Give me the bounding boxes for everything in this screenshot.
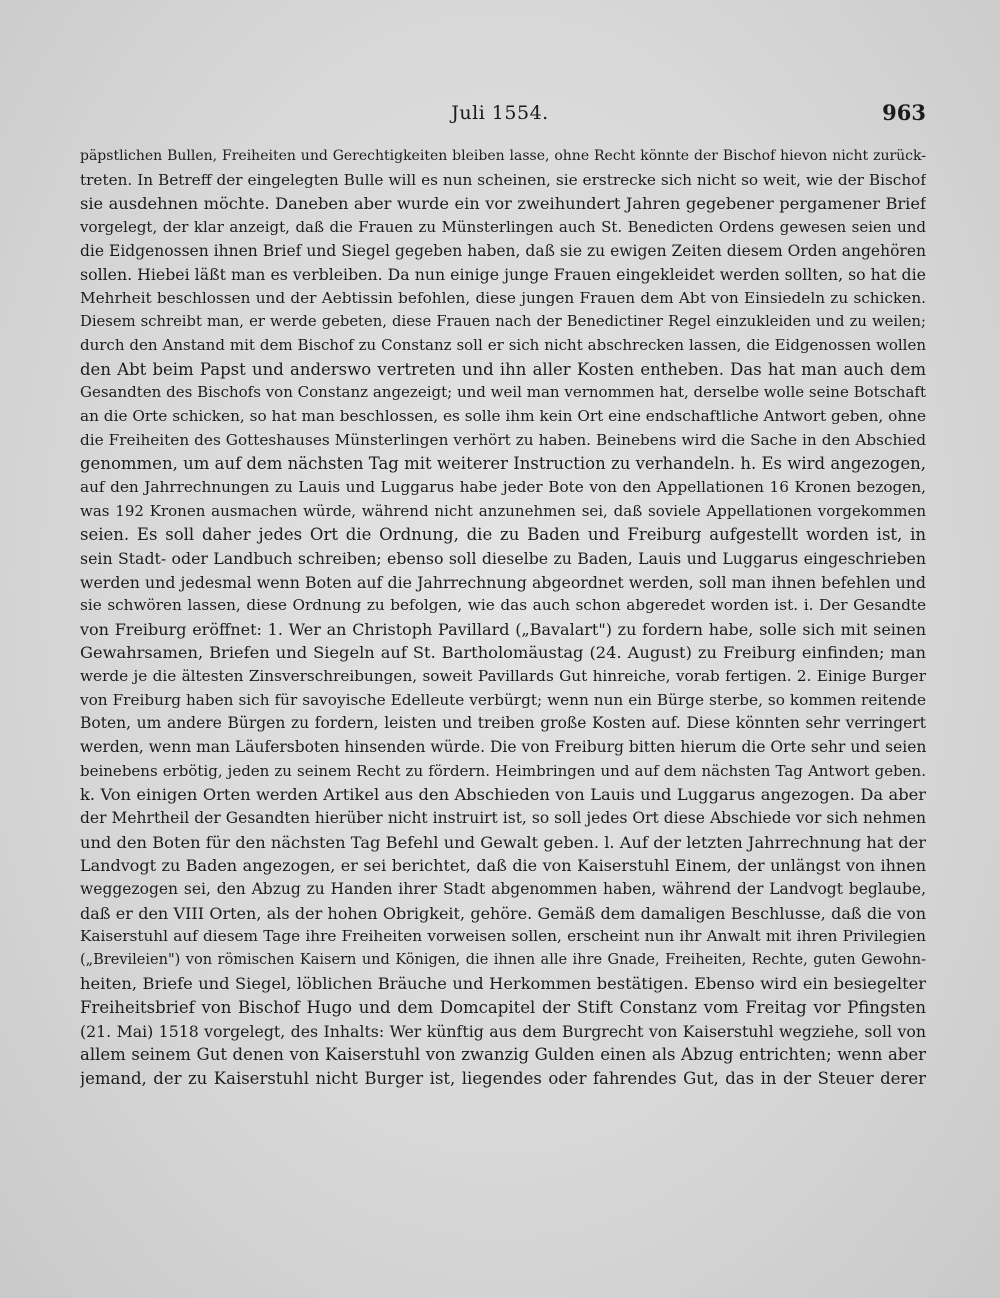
text-line: (21. Mai) 1518 vorgelegt, des Inhalts: Wer künftig aus dem Burgrecht von Kaiserstuhl wegziehe, soll von [80,1021,926,1041]
text-line: päpstlichen Bullen, Freiheiten und Gerechtigkeiten bleiben lasse, ohne Recht könnte der Bischof hievon nicht zurück- [80,148,926,164]
text-line: Boten, um andere Bürgen zu fordern, leisten und treiben große Kosten auf. Diese könnten sehr verringert [80,714,926,733]
text-line: sie ausdehnen möchte. Daneben aber wurde ein vor zweihundert Jahren gegebener pergamener Brief [80,194,926,214]
text-line: werden, wenn man Läufersboten hinsenden würde. Die von Freiburg bitten hierum die Orte sehr und seien [80,738,926,757]
text-line: werde je die ältesten Zinsverschreibungen, soweit Pavillards Gut hinreiche, vorab fertigen. 2. Einige Burger [80,667,926,686]
text-line: von Freiburg haben sich für savoyische Edelleute verbürgt; wenn nun ein Bürge sterbe, so kommen reitende [80,690,926,709]
text-line: von Freiburg eröffnet: 1. Wer an Christoph Pavillard („Bavalart") zu fordern habe, solle sich mit seinen [80,619,926,639]
text-line: was 192 Kronen ausmachen würde, während nicht anzunehmen sei, daß soviele Appellationen vorgekommen [80,501,926,520]
text-line: sollen. Hiebei läßt man es verbleiben. Da nun einige junge Frauen eingekleidet werden sollten, so hat die [80,265,926,285]
page-number: 963 [882,100,926,125]
text-line: die Eidgenossen ihnen Brief und Siegel gegeben haben, daß sie zu ewigen Zeiten diesem Orden angehören [80,241,926,260]
text-line: Landvogt zu Baden angezogen, er sei berichtet, daß die von Kaiserstuhl Einem, der unlängst von ihnen [80,856,926,876]
running-header [0,100,1000,130]
text-line: Gewahrsamen, Briefen und Siegeln auf St. Bartholomäustag (24. August) zu Freiburg einfinden; man [80,643,926,663]
text-line: und den Boten für den nächsten Tag Befehl und Gewalt geben. l. Auf der letzten Jahrrechnung hat der [80,832,926,852]
text-line: heiten, Briefe und Siegel, löblichen Bräuche und Herkommen bestätigen. Ebenso wird ein besiegelter [80,974,926,994]
text-line: seien. Es soll daher jedes Ort die Ordnung, die zu Baden und Freiburg aufgestellt worden ist, in [80,525,926,545]
text-line: Freiheitsbrief von Bischof Hugo und dem Domcapitel der Stift Constanz vom Freitag vor Pfingsten [80,998,926,1018]
text-line: vorgelegt, der klar anzeigt, daß die Frauen zu Münsterlingen auch St. Benedicten Ordens gewesen seien und [80,217,926,236]
text-line: auf den Jahrrechnungen zu Lauis und Luggarus habe jeder Bote von den Appellationen 16 Kronen bezogen, [80,477,926,496]
text-line: an die Orte schicken, so hat man beschlossen, es solle ihm kein Ort eine endschaftliche Antwort geben, ohne [80,407,926,426]
text-line: sein Stadt- oder Landbuch schreiben; ebenso soll dieselbe zu Baden, Lauis und Luggarus eingeschrieben [80,548,926,568]
text-line: die Freiheiten des Gotteshauses Münsterlingen verhört zu haben. Beinebens wird die Sache in den Abschied [80,430,926,449]
text-line: durch den Anstand mit dem Bischof zu Constanz soll er sich nicht abschrecken lassen, die Eidgenossen wollen [80,336,926,355]
text-line: der Mehrtheil der Gesandten hierüber nicht instruirt ist, so soll jedes Ort diese Abschiede vor sich nehmen [80,808,926,827]
text-line: sie schwören lassen, diese Ordnung zu befolgen, wie das auch schon abgeredet worden ist. i. Der Gesandte [80,596,926,615]
text-line: beinebens erbötig, jeden zu seinem Recht zu fördern. Heimbringen und auf dem nächsten Tag Antwort geben. [80,761,926,780]
text-line: („Brevileien") von römischen Kaisern und Königen, die ihnen alle ihre Gnade, Freiheiten, Rechte, guten Gewohn- [80,951,926,968]
body-text [80,145,926,1091]
text-line: werden und jedesmal wenn Boten auf die Jahrrechnung abgeordnet werden, soll man ihnen befehlen und [80,572,926,592]
text-line: den Abt beim Papst und anderswo vertreten und ihn aller Kosten entheben. Das hat man auch dem [80,359,926,379]
text-line: genommen, um auf dem nächsten Tag mit weiterer Instruction zu verhandeln. h. Es wird angezogen, [80,454,926,474]
header-title: Juli 1554. [451,102,549,124]
text-line: weggezogen sei, den Abzug zu Handen ihrer Stadt abgenommen haben, während der Landvogt beglaube, [80,879,926,898]
text-line: jemand, der zu Kaiserstuhl nicht Burger ist, liegendes oder fahrendes Gut, das in der Steuer derer [80,1068,926,1088]
text-line: daß er den VIII Orten, als der hohen Obrigkeit, gehöre. Gemäß dem damaligen Beschlusse, daß die von [80,903,926,923]
text-line: Gesandten des Bischofs von Constanz angezeigt; und weil man vernommen hat, derselbe wolle seine Botschaft [80,383,926,402]
text-line: k. Von einigen Orten werden Artikel aus den Abschieden von Lauis und Luggarus angezogen. Da aber [80,785,926,805]
text-line: Mehrheit beschlossen und der Aebtissin befohlen, diese jungen Frauen dem Abt von Einsiedeln zu schicken. [80,288,926,307]
text-line: allem seinem Gut denen von Kaiserstuhl von zwanzig Gulden einen als Abzug entrichten; wenn aber [80,1045,926,1065]
text-line: Diesem schreibt man, er werde gebeten, diese Frauen nach der Benedictiner Regel einzukleiden und zu weilen; [80,313,926,331]
text-line: Kaiserstuhl auf diesem Tage ihre Freiheiten vorweisen sollen, erscheint nun ihr Anwalt mit ihren Privilegien [80,927,926,946]
text-line: treten. In Betreff der eingelegten Bulle will es nun scheinen, sie erstrecke sich nicht so weit, wie der Bischof [80,170,926,189]
